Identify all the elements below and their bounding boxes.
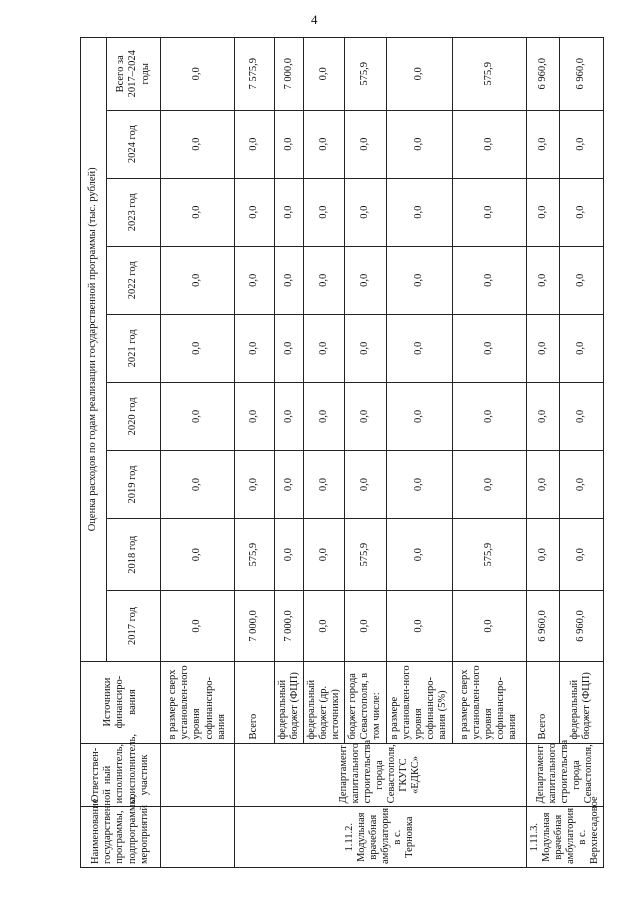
program-name: 1.11.2. Модульная врачебная амбулатория в с. Терновка bbox=[235, 807, 527, 868]
value-cell: 0,0 bbox=[304, 178, 345, 246]
header-year-total: Всего за 2017–2024 годы bbox=[107, 38, 161, 111]
responsible-cell: Департамент капитального строительства города Севастополя, bbox=[526, 743, 603, 807]
budget-table bbox=[80, 37, 604, 868]
header-year: 2020 год bbox=[107, 382, 161, 450]
value-cell: 0,0 bbox=[235, 382, 275, 450]
source-cell: федеральный бюджет (ФЦП) bbox=[275, 661, 304, 743]
value-cell: 0,0 bbox=[161, 382, 235, 450]
source-cell: бюджет города Севастополя, в том числе: bbox=[345, 661, 386, 743]
table-row bbox=[386, 38, 452, 868]
header-estimate: Оценка расходов по годам реализации государственной программы (тыс. рублей) bbox=[81, 38, 107, 662]
value-cell: 575,9 bbox=[452, 38, 526, 111]
value-cell: 0,0 bbox=[526, 246, 559, 314]
responsible-cell: Департамент капитального строительства города Севастополя, ГКУГС «ЕДКС» bbox=[235, 743, 527, 807]
value-cell: 575,9 bbox=[345, 519, 386, 591]
header-year: 2024 год bbox=[107, 110, 161, 178]
rotated-table-area bbox=[80, 37, 600, 868]
value-cell: 0,0 bbox=[559, 519, 603, 591]
value-cell: 575,9 bbox=[452, 519, 526, 591]
value-cell: 0,0 bbox=[161, 591, 235, 661]
header-year: 2017 год bbox=[107, 591, 161, 661]
value-cell: 0,0 bbox=[386, 246, 452, 314]
header-year: 2023 год bbox=[107, 178, 161, 246]
value-cell: 0,0 bbox=[452, 110, 526, 178]
value-cell: 0,0 bbox=[559, 450, 603, 518]
value-cell: 0,0 bbox=[386, 382, 452, 450]
value-cell: 0,0 bbox=[386, 450, 452, 518]
value-cell: 0,0 bbox=[304, 314, 345, 382]
program-name: 1.11.3. Модульная врачебная амбулатория в с. Верхнесадовое bbox=[526, 807, 603, 868]
value-cell: 575,9 bbox=[235, 519, 275, 591]
table-row bbox=[275, 38, 304, 868]
header-sources: Источники финансиро-вания bbox=[81, 661, 161, 743]
value-cell: 0,0 bbox=[526, 178, 559, 246]
source-cell: в размере сверх установлен-ного уровня софинансиро-вания bbox=[161, 661, 235, 743]
source-cell: Всего bbox=[526, 661, 559, 743]
source-cell: в размере установлен-ного уровня софинансиро-вания (5%) bbox=[386, 661, 452, 743]
value-cell: 0,0 bbox=[235, 450, 275, 518]
header-year: 2021 год bbox=[107, 314, 161, 382]
value-cell: 0,0 bbox=[275, 246, 304, 314]
value-cell: 0,0 bbox=[275, 178, 304, 246]
value-cell: 0,0 bbox=[345, 246, 386, 314]
source-cell: Всего bbox=[235, 661, 275, 743]
value-cell: 0,0 bbox=[304, 450, 345, 518]
value-cell: 0,0 bbox=[235, 110, 275, 178]
value-cell: 0,0 bbox=[526, 110, 559, 178]
table-row bbox=[235, 38, 275, 868]
value-cell: 0,0 bbox=[386, 178, 452, 246]
value-cell: 0,0 bbox=[161, 450, 235, 518]
value-cell: 0,0 bbox=[345, 314, 386, 382]
value-cell: 0,0 bbox=[452, 591, 526, 661]
value-cell: 0,0 bbox=[161, 38, 235, 111]
value-cell: 0,0 bbox=[345, 110, 386, 178]
table-row bbox=[452, 38, 526, 868]
value-cell: 6 960,0 bbox=[526, 38, 559, 111]
value-cell: 6 960,0 bbox=[559, 591, 603, 661]
responsible-cell bbox=[161, 743, 235, 807]
value-cell: 0,0 bbox=[304, 382, 345, 450]
value-cell: 0,0 bbox=[161, 110, 235, 178]
value-cell: 0,0 bbox=[386, 110, 452, 178]
value-cell: 575,9 bbox=[345, 38, 386, 111]
table-row bbox=[526, 38, 559, 868]
value-cell: 0,0 bbox=[559, 110, 603, 178]
value-cell: 0,0 bbox=[161, 178, 235, 246]
value-cell: 0,0 bbox=[386, 519, 452, 591]
value-cell: 0,0 bbox=[559, 246, 603, 314]
header-responsible: Ответствен-ный исполнитель, соисполнитель, участник bbox=[81, 743, 161, 807]
value-cell: 0,0 bbox=[235, 314, 275, 382]
value-cell: 0,0 bbox=[559, 314, 603, 382]
value-cell: 0,0 bbox=[526, 382, 559, 450]
value-cell: 6 960,0 bbox=[559, 38, 603, 111]
value-cell: 0,0 bbox=[526, 314, 559, 382]
value-cell: 7 000,0 bbox=[275, 38, 304, 111]
value-cell: 0,0 bbox=[275, 519, 304, 591]
header-year: 2018 год bbox=[107, 519, 161, 591]
value-cell: 0,0 bbox=[452, 450, 526, 518]
value-cell: 0,0 bbox=[386, 591, 452, 661]
value-cell: 0,0 bbox=[275, 110, 304, 178]
value-cell: 0,0 bbox=[386, 314, 452, 382]
value-cell: 0,0 bbox=[452, 178, 526, 246]
value-cell: 7 575,9 bbox=[235, 38, 275, 111]
value-cell: 0,0 bbox=[386, 38, 452, 111]
value-cell: 6 960,0 bbox=[526, 591, 559, 661]
value-cell: 0,0 bbox=[275, 314, 304, 382]
source-cell: федеральный бюджет (др. источники) bbox=[304, 661, 345, 743]
page-number: 4 bbox=[311, 12, 318, 27]
value-cell: 0,0 bbox=[452, 382, 526, 450]
value-cell: 7 000,0 bbox=[275, 591, 304, 661]
value-cell: 7 000,0 bbox=[235, 591, 275, 661]
value-cell: 0,0 bbox=[161, 314, 235, 382]
value-cell: 0,0 bbox=[526, 519, 559, 591]
value-cell: 0,0 bbox=[452, 314, 526, 382]
header-year: 2019 год bbox=[107, 450, 161, 518]
value-cell: 0,0 bbox=[304, 591, 345, 661]
value-cell: 0,0 bbox=[345, 382, 386, 450]
value-cell: 0,0 bbox=[235, 178, 275, 246]
source-cell: в размере сверх установлен-ного уровня софинансиро-вания bbox=[452, 661, 526, 743]
program-name bbox=[161, 807, 235, 868]
value-cell: 0,0 bbox=[559, 382, 603, 450]
value-cell: 0,0 bbox=[304, 38, 345, 111]
value-cell: 0,0 bbox=[345, 591, 386, 661]
table-row bbox=[161, 38, 235, 868]
value-cell: 0,0 bbox=[526, 450, 559, 518]
value-cell: 0,0 bbox=[559, 178, 603, 246]
header-year: 2022 год bbox=[107, 246, 161, 314]
value-cell: 0,0 bbox=[345, 450, 386, 518]
source-cell: федеральный бюджет (ФЦП) bbox=[559, 661, 603, 743]
value-cell: 0,0 bbox=[275, 382, 304, 450]
value-cell: 0,0 bbox=[304, 110, 345, 178]
value-cell: 0,0 bbox=[304, 246, 345, 314]
table-row bbox=[304, 38, 345, 868]
value-cell: 0,0 bbox=[235, 246, 275, 314]
value-cell: 0,0 bbox=[161, 519, 235, 591]
value-cell: 0,0 bbox=[304, 519, 345, 591]
value-cell: 0,0 bbox=[452, 246, 526, 314]
header-name: Наименование государственной программы, подпрограммы, мероприятий bbox=[81, 807, 161, 868]
value-cell: 0,0 bbox=[161, 246, 235, 314]
value-cell: 0,0 bbox=[275, 450, 304, 518]
value-cell: 0,0 bbox=[345, 178, 386, 246]
